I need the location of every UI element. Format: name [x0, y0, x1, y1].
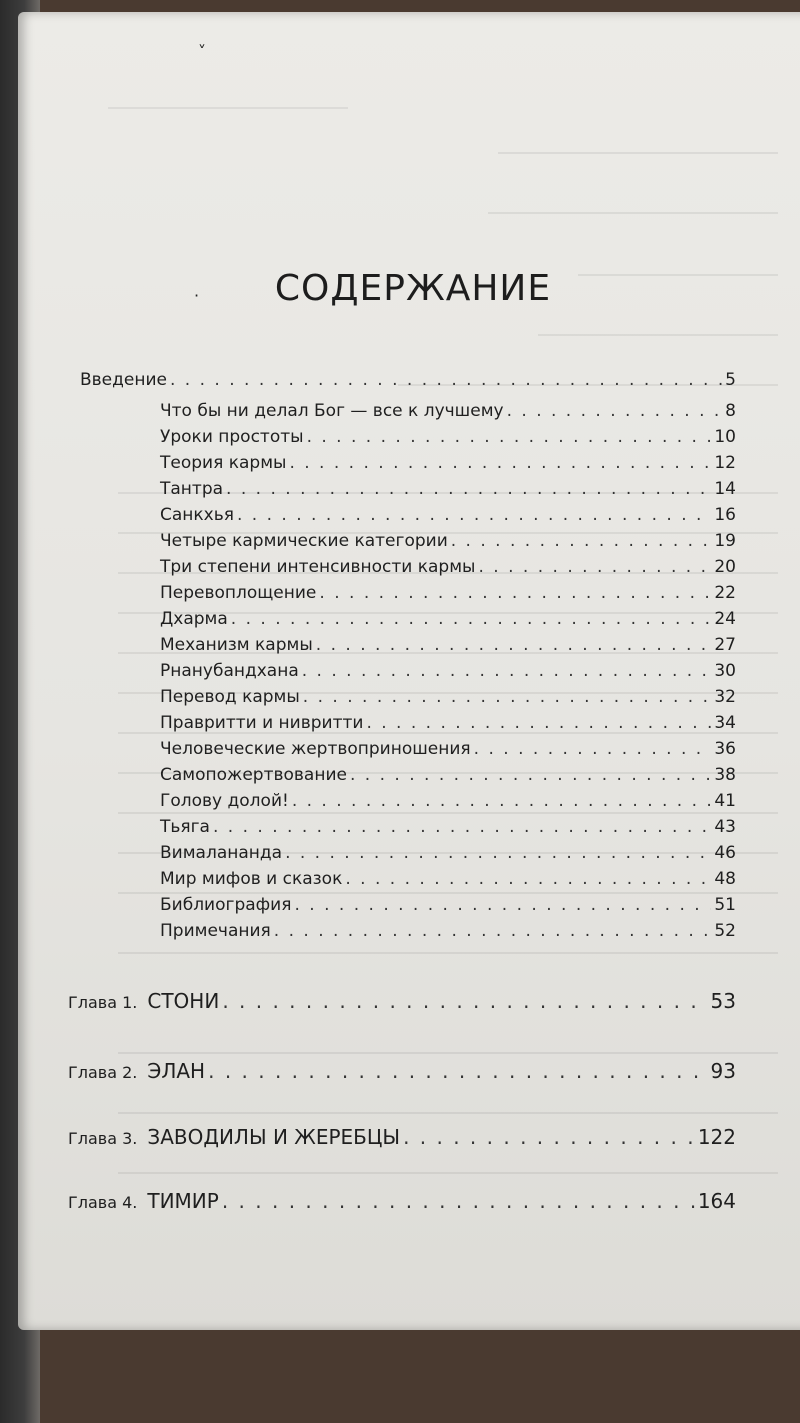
- toc-entry-page: 19: [714, 531, 736, 551]
- toc-chapter-2[interactable]: [68, 1059, 736, 1083]
- toc-entry-label: Голову долой!: [160, 791, 289, 811]
- toc-leader-dots: [274, 921, 712, 941]
- page-mark: ˅: [198, 42, 206, 61]
- toc-subentry[interactable]: [160, 817, 736, 837]
- toc-leader-dots: [292, 791, 712, 811]
- toc-subentry[interactable]: [160, 453, 736, 473]
- toc-subentry[interactable]: [160, 661, 736, 681]
- toc-subentry[interactable]: [160, 713, 736, 733]
- toc-entry-label: Самопожертвование: [160, 765, 347, 785]
- toc-entry-page: 46: [714, 843, 736, 863]
- toc-entry-page: 51: [714, 895, 736, 915]
- toc-subentry[interactable]: [160, 401, 736, 421]
- toc-entry-label: Введение: [80, 370, 167, 390]
- toc-subentry[interactable]: [160, 869, 736, 889]
- toc-entry-page: 16: [714, 505, 736, 525]
- toc-chapter-1[interactable]: [68, 989, 736, 1013]
- toc-entry-label: Примечания: [160, 921, 271, 941]
- toc-entry-label: Четыре кармические категории: [160, 531, 448, 551]
- toc-entry-page: 93: [710, 1059, 736, 1083]
- toc-subentry[interactable]: [160, 609, 736, 629]
- toc-subentry[interactable]: [160, 583, 736, 603]
- toc-entry-label: Перевоплощение: [160, 583, 317, 603]
- toc-entry-label: Санкхья: [160, 505, 234, 525]
- toc-subentry[interactable]: [160, 791, 736, 811]
- toc-entry-page: 20: [714, 557, 736, 577]
- toc-entry-label: Правритти и нивритти: [160, 713, 364, 733]
- toc-chapter-4[interactable]: [68, 1189, 736, 1213]
- toc-subentry[interactable]: [160, 505, 736, 525]
- toc-entry-label: Уроки простоты: [160, 427, 304, 447]
- toc-entry-page: 12: [714, 453, 736, 473]
- chapter-title: ЭЛАН: [147, 1059, 206, 1083]
- toc-entry-page: 36: [714, 739, 736, 759]
- toc-leader-dots: [213, 817, 711, 837]
- book-page: [18, 12, 800, 1330]
- chapter-title: СТОНИ: [147, 989, 220, 1013]
- toc-title: СОДЕРЖАНИЕ: [274, 268, 552, 309]
- toc-leader-dots: [307, 427, 712, 447]
- toc-subentry[interactable]: [160, 479, 736, 499]
- toc-entry-intro[interactable]: [80, 370, 736, 390]
- toc-entry-page: 14: [714, 479, 736, 499]
- toc-entry-page: 5: [725, 370, 736, 390]
- chapter-number: Глава 2.: [68, 1063, 138, 1082]
- toc-entry-page: 38: [714, 765, 736, 785]
- toc-entry-page: 48: [714, 869, 736, 889]
- toc-entry-label: Библиография: [160, 895, 292, 915]
- toc-entry-page: 41: [714, 791, 736, 811]
- toc-subentry[interactable]: [160, 765, 736, 785]
- toc-leader-dots: [294, 895, 711, 915]
- chapter-number: Глава 3.: [68, 1129, 138, 1148]
- toc-subentry[interactable]: [160, 427, 736, 447]
- toc-entry-page: 43: [714, 817, 736, 837]
- toc-entry-page: 53: [710, 989, 736, 1013]
- toc-entry-label: Что бы ни делал Бог — все к лучшему: [160, 401, 504, 421]
- toc-entry-page: 52: [714, 921, 736, 941]
- chapter-title: ТИМИР: [147, 1189, 219, 1213]
- toc-leader-dots: [451, 531, 712, 551]
- chapter-number: Глава 1.: [68, 993, 138, 1012]
- toc-entry-label: Перевод кармы: [160, 687, 300, 707]
- toc-subentry[interactable]: [160, 531, 736, 551]
- toc-entry-page: 34: [714, 713, 736, 733]
- toc-entry-label: Человеческие жертвоприношения: [160, 739, 471, 759]
- toc-entry-page: 8: [725, 401, 736, 421]
- toc-entry-label: Рнанубандхана: [160, 661, 299, 681]
- toc-leader-dots: [237, 505, 711, 525]
- toc-leader-dots: [507, 401, 723, 421]
- toc-leader-dots: [222, 1189, 695, 1213]
- toc-entry-page: 10: [714, 427, 736, 447]
- toc-entry-label: Тьяга: [160, 817, 210, 837]
- toc-leader-dots: [170, 370, 722, 390]
- chapter-number: Глава 4.: [68, 1193, 138, 1212]
- toc-leader-dots: [285, 843, 711, 863]
- toc-entry-page: 122: [697, 1125, 736, 1149]
- toc-leader-dots: [302, 661, 712, 681]
- table-of-contents: [18, 12, 800, 1330]
- toc-subentry[interactable]: [160, 739, 736, 759]
- toc-entry-page: 164: [697, 1189, 736, 1213]
- toc-leader-dots: [303, 687, 712, 707]
- toc-entry-page: 24: [714, 609, 736, 629]
- toc-leader-dots: [319, 583, 711, 603]
- toc-leader-dots: [289, 453, 711, 473]
- toc-subentry[interactable]: [160, 557, 736, 577]
- toc-subentry[interactable]: [160, 687, 736, 707]
- toc-leader-dots: [403, 1125, 695, 1149]
- toc-entry-label: Тантра: [160, 479, 224, 499]
- toc-entry-label: Три степени интенсивности кармы: [160, 557, 476, 577]
- toc-subentry[interactable]: [160, 921, 736, 941]
- toc-entry-label: Мир мифов и сказок: [160, 869, 343, 889]
- toc-leader-dots: [474, 739, 712, 759]
- toc-leader-dots: [350, 765, 711, 785]
- chapter-title: ЗАВОДИЛЫ И ЖЕРЕБЦЫ: [147, 1125, 401, 1149]
- toc-subentry[interactable]: [160, 635, 736, 655]
- toc-entry-page: 30: [714, 661, 736, 681]
- toc-leader-dots: [231, 609, 712, 629]
- toc-entry-label: Механизм кармы: [160, 635, 313, 655]
- toc-leader-dots: [478, 557, 711, 577]
- toc-entry-page: 27: [714, 635, 736, 655]
- page-speck: ·: [194, 286, 200, 305]
- toc-leader-dots: [222, 989, 707, 1013]
- toc-leader-dots: [345, 869, 711, 889]
- toc-entry-label: Дхарма: [160, 609, 228, 629]
- toc-entry-page: 22: [714, 583, 736, 603]
- toc-chapter-3[interactable]: [68, 1125, 736, 1149]
- toc-leader-dots: [226, 479, 711, 499]
- toc-entry-label: Вималананда: [160, 843, 283, 863]
- toc-subentry[interactable]: [160, 895, 736, 915]
- toc-leader-dots: [208, 1059, 707, 1083]
- toc-subentry[interactable]: [160, 843, 736, 863]
- toc-entry-label: Теория кармы: [160, 453, 287, 473]
- toc-leader-dots: [366, 713, 711, 733]
- toc-entry-page: 32: [714, 687, 736, 707]
- toc-leader-dots: [316, 635, 712, 655]
